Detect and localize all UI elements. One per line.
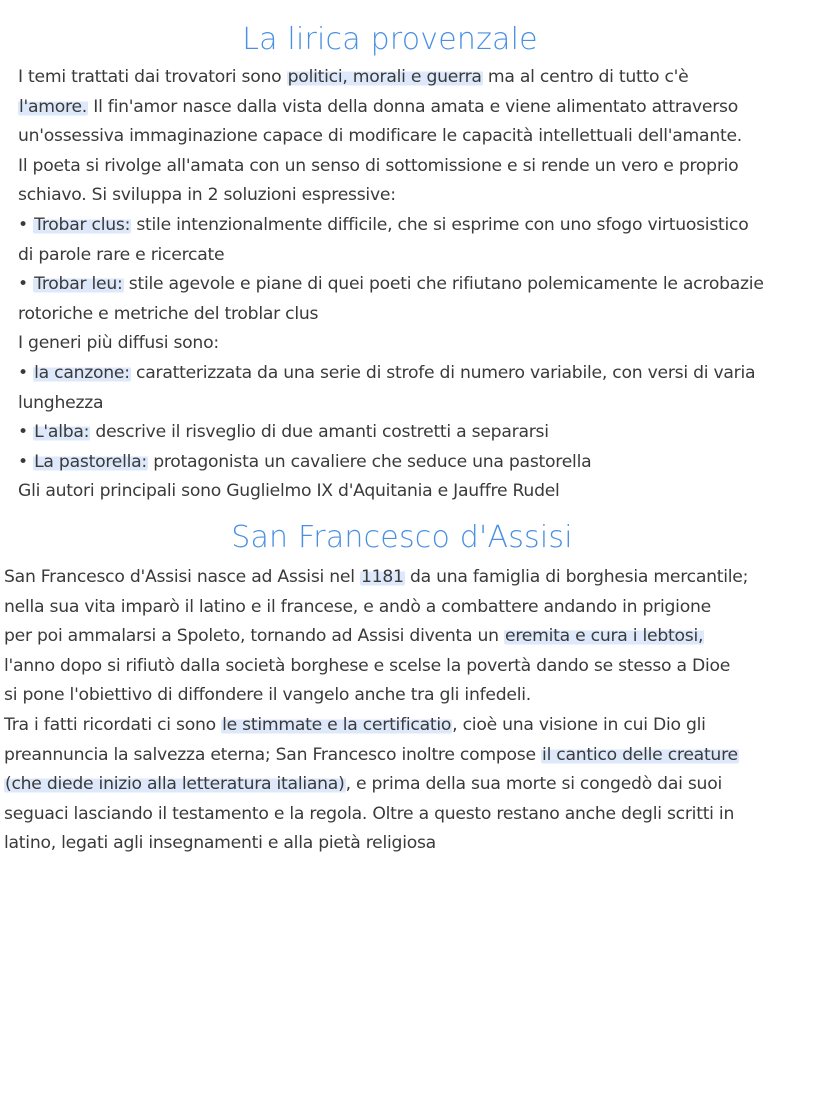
list-item: • Trobar clus: stile intenzionalmente difficile, che si esprime con uno sfogo virtuosistico: [18, 214, 749, 235]
highlight: Trobar leu:: [34, 274, 123, 295]
bullet: •: [18, 422, 34, 443]
highlight: le stimmate e la certificatio: [222, 714, 452, 735]
highlight: l'amore.: [19, 96, 88, 117]
highlight: 1181: [360, 567, 404, 587]
section-title-san-francesco: San Francesco d'Assisi: [231, 520, 573, 555]
text-line: I temi trattati dai trovatori sono politici, morali e guerra ma al centro di tutto c'è: [18, 67, 689, 87]
text-line: rotoriche e metriche del troblar clus: [18, 303, 319, 324]
text-line: San Francesco d'Assisi nasce ad Assisi nel 1181 da una famiglia di borghesia mercantile;: [4, 567, 749, 587]
bullet: •: [18, 451, 34, 472]
highlight: eremita e cura i lebtosi,: [505, 626, 704, 647]
text-line: (che diede inizio alla letteratura italiana), e prima della sua morte si congedò dai suoi: [5, 774, 722, 795]
text-line: preannuncia la salvezza eterna; San Francesco inoltre compose il cantico delle creature: [4, 744, 738, 765]
highlight: Trobar clus:: [34, 214, 131, 235]
bullet: •: [18, 362, 34, 383]
list-item: • la canzone: caratterizzata da una serie di strofe di numero variabile, con versi di varia: [18, 362, 756, 383]
bullet: •: [18, 214, 34, 235]
highlight: la canzone:: [34, 362, 130, 383]
text-line: lunghezza: [18, 392, 104, 413]
list-item: • Trobar leu: stile agevole e piane di quei poeti che rifiutano polemicamente le acrobazie: [18, 274, 764, 295]
list-item: • L'alba: descrive il risveglio di due amanti costretti a separarsi: [18, 422, 549, 443]
section-body-san-francesco: [4, 563, 748, 859]
text-line: I generi più diffusi sono:: [18, 333, 219, 354]
text-line: Il poeta si rivolge all'amata con un senso di sottomissione e si rende un vero e proprio: [18, 155, 739, 176]
highlight: La pastorella:: [34, 451, 147, 472]
text-line: un'ossessiva immaginazione capace di modificare le capacità intellettuali dell'amante.: [18, 126, 743, 147]
section-title-lirica-provenzale: La lirica provenzale: [242, 22, 538, 57]
text-line: nella sua vita imparò il latino e il francese, e andò a combattere andando in prigione: [4, 596, 711, 617]
highlight: L'alba:: [34, 422, 90, 443]
text-line: schiavo. Si sviluppa in 2 soluzioni espressive:: [18, 185, 396, 206]
text-line: di parole rare e ricercate: [18, 244, 225, 265]
text-line: latino, legati agli insegnamenti e alla pietà religiosa: [4, 833, 436, 854]
text-line: Gli autori principali sono Guglielmo IX d'Aquitania e Jauffre Rudel: [18, 481, 560, 502]
highlight: il cantico delle creature: [542, 744, 738, 765]
text-line: Tra i fatti ricordati ci sono le stimmate e la certificatio, cioè una visione in cui Dio gli: [4, 714, 706, 735]
list-item: • La pastorella: protagonista un cavaliere che seduce una pastorella: [18, 451, 592, 472]
highlight: (che diede inizio alla letteratura italiana): [5, 774, 345, 795]
text-line: l'amore. Il fin'amor nasce dalla vista della donna amata e viene alimentato attraverso: [19, 96, 739, 117]
text-line: seguaci lasciando il testamento e la regola. Oltre a questo restano anche degli scritti in: [4, 803, 735, 824]
text-line: si pone l'obiettivo di diffondere il vangelo anche tra gli infedeli.: [4, 685, 531, 706]
text-line: per poi ammalarsi a Spoleto, tornando ad Assisi diventa un eremita e cura i lebtosi,: [4, 626, 704, 647]
bullet: •: [18, 274, 34, 295]
highlight: politici, morali e guerra: [287, 67, 482, 87]
text-line: l'anno dopo si rifiutò dalla società borghese e scelse la povertà dando se stesso a Dioe: [4, 655, 731, 676]
section-body-lirica-provenzale: [18, 63, 764, 507]
